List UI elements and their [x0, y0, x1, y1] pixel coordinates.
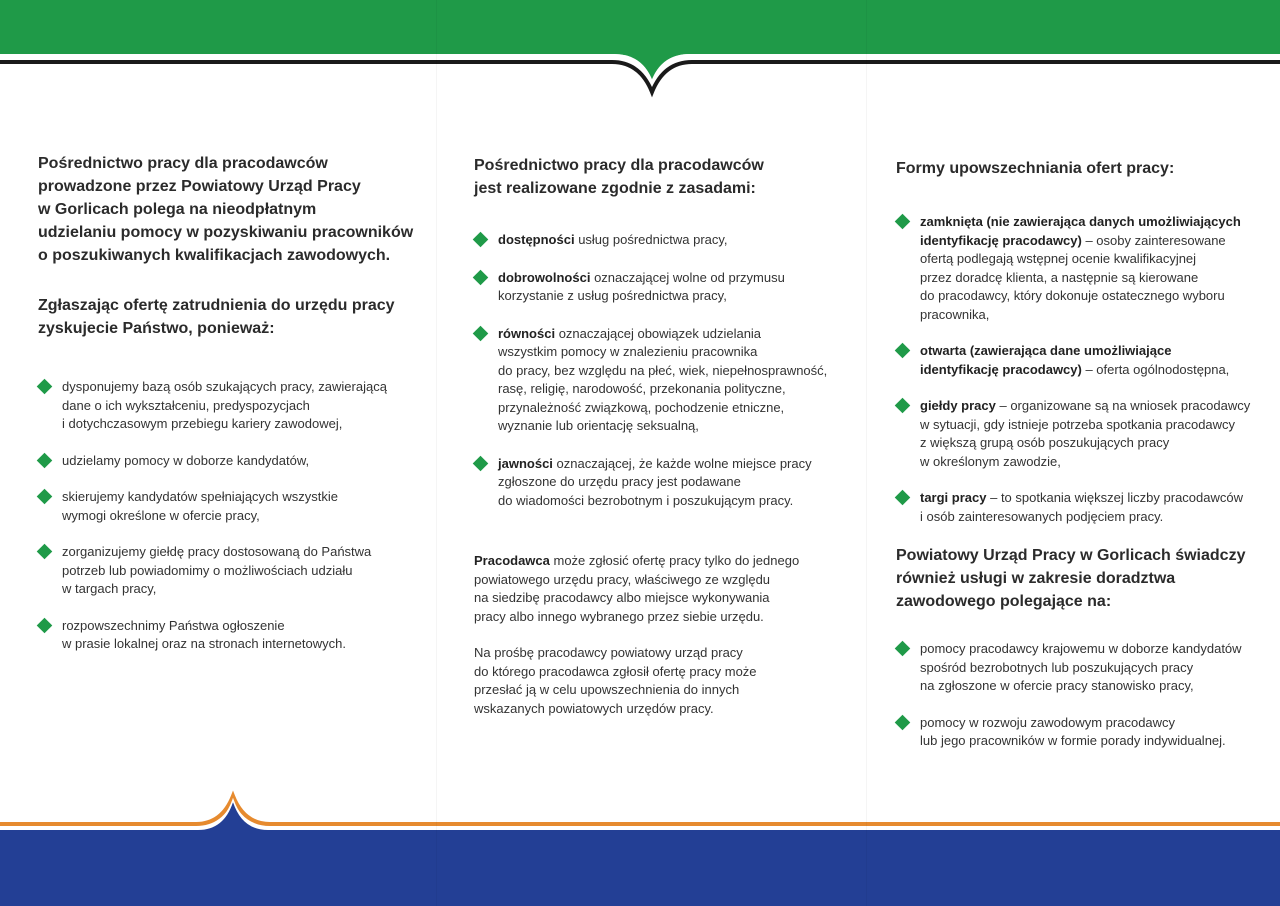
green-diamond-icon	[473, 269, 489, 285]
offer-forms-list	[896, 213, 1276, 526]
employer-paragraph: Pracodawca może zgłosić ofertę pracy tylko do jednego powiatowego urzędu pracy, właściwego ze względu na siedzibę pracodawcy albo miejsce wykonywania pracy albo innego wybranego przez siebie urzędu.	[474, 553, 800, 624]
column-principles	[474, 150, 874, 718]
list-item: dobrowolności oznaczającej wolne od przymusu korzystanie z usług pośrednictwa pracy,	[474, 269, 874, 306]
green-diamond-icon	[37, 489, 53, 505]
list-item: udzielamy pomocy w doborze kandydatów,	[38, 452, 438, 471]
green-diamond-icon	[37, 452, 53, 468]
list-item: rozpowszechnimy Państwa ogłoszenie w prasie lokalnej oraz na stronach internetowych.	[38, 617, 438, 654]
list-item: giełdy pracy – organizowane są na wniosek pracodawcy w sytuacji, gdy istnieje potrzeba spotkania pracodawcy z większą grupą osób poszukujących pracy w określonym zawodzie,	[896, 397, 1276, 471]
request-paragraph: Na prośbę pracodawcy powiatowy urząd pracy do którego pracodawca zgłosił ofertę pracy może przesłać ją w celu upowszechnienia do innych wskazanych powiatowych urzędów pracy.	[474, 645, 757, 716]
green-diamond-icon	[895, 343, 911, 359]
top-green-banner	[0, 0, 1280, 100]
principles-list	[474, 231, 874, 510]
list-item: jawności oznaczającej, że każde wolne miejsce pracy zgłoszone do urzędu pracy jest podawane do wiadomości bezrobotnym i poszukującym pracy.	[474, 455, 874, 511]
bottom-blue-banner	[0, 790, 1280, 906]
list-item: dysponujemy bazą osób szukających pracy, zawierającą dane o ich wykształceniu, predyspozycjach i dotychczasowym przebiegu kariery zawodowej,	[38, 378, 438, 434]
list-item: dostępności usług pośrednictwa pracy,	[474, 231, 874, 250]
list-item: zorganizujemy giełdę pracy dostosowaną do Państwa potrzeb lub powiadomimy o możliwościach udziału w targach pracy,	[38, 543, 438, 599]
green-diamond-icon	[37, 617, 53, 633]
benefits-heading: Zgłaszając ofertę zatrudnienia do urzędu pracy zyskujecie Państwo, ponieważ:	[38, 297, 395, 337]
list-item: otwarta (zawierająca dane umożliwiające identyfikację pracodawcy) – oferta ogólnodostępna,	[896, 342, 1276, 379]
column-employer-intermediation	[38, 150, 438, 672]
green-diamond-icon	[473, 232, 489, 248]
column-offer-forms	[896, 150, 1276, 769]
list-item: skierujemy kandydatów spełniających wszystkie wymogi określone w ofercie pracy,	[38, 488, 438, 525]
green-diamond-icon	[37, 379, 53, 395]
list-item: targi pracy – to spotkania większej liczby pracodawców i osób zainteresowanych podjęciem pracy.	[896, 489, 1276, 526]
benefits-list	[38, 378, 438, 654]
principles-heading: Pośrednictwo pracy dla pracodawców jest realizowane zgodnie z zasadami:	[474, 157, 764, 197]
green-diamond-icon	[473, 325, 489, 341]
green-diamond-icon	[473, 455, 489, 471]
green-diamond-icon	[37, 544, 53, 560]
green-diamond-icon	[895, 398, 911, 414]
counseling-heading: Powiatowy Urząd Pracy w Gorlicach świadczy również usługi w zakresie doradztwa zawodowego polegające na:	[896, 547, 1246, 610]
green-diamond-icon	[895, 214, 911, 230]
list-item: równości oznaczającej obowiązek udzielania wszystkim pomocy w znalezieniu pracownika do pracy, bez względu na płeć, wiek, niepełnosprawność, rasę, religię, narodowość, przekonania polityczne, przynależność związkową, pochodzenie etniczne, wyznanie lub orientację seksualną,	[474, 325, 874, 436]
counseling-list	[896, 640, 1276, 751]
intro-heading: Pośrednictwo pracy dla pracodawców prowadzone przez Powiatowy Urząd Pracy w Gorlicach polega na nieodpłatnym udzielaniu pomocy w pozyskiwaniu pracowników o poszukiwanych kwalifikacjach zawodowych.	[38, 155, 414, 264]
green-diamond-icon	[895, 490, 911, 506]
green-diamond-icon	[895, 714, 911, 730]
green-diamond-icon	[895, 641, 911, 657]
list-item: pomocy w rozwoju zawodowym pracodawcy lub jego pracowników w formie porady indywidualnej.	[896, 714, 1276, 751]
offer-forms-heading: Formy upowszechniania ofert pracy:	[896, 160, 1175, 177]
list-item: zamknięta (nie zawierająca danych umożliwiających identyfikację pracodawcy) – osoby zainteresowane ofertą podlegają wstępnej ocenie kwalifikacyjnej przez doradcę klienta, a następnie są kierowane do pracodawcy, który dokonuje ostatecznego wyboru pracownika,	[896, 213, 1276, 324]
list-item: pomocy pracodawcy krajowemu w doborze kandydatów spośród bezrobotnych lub poszukujących pracy na zgłoszone w ofercie pracy stanowisko pracy,	[896, 640, 1276, 696]
